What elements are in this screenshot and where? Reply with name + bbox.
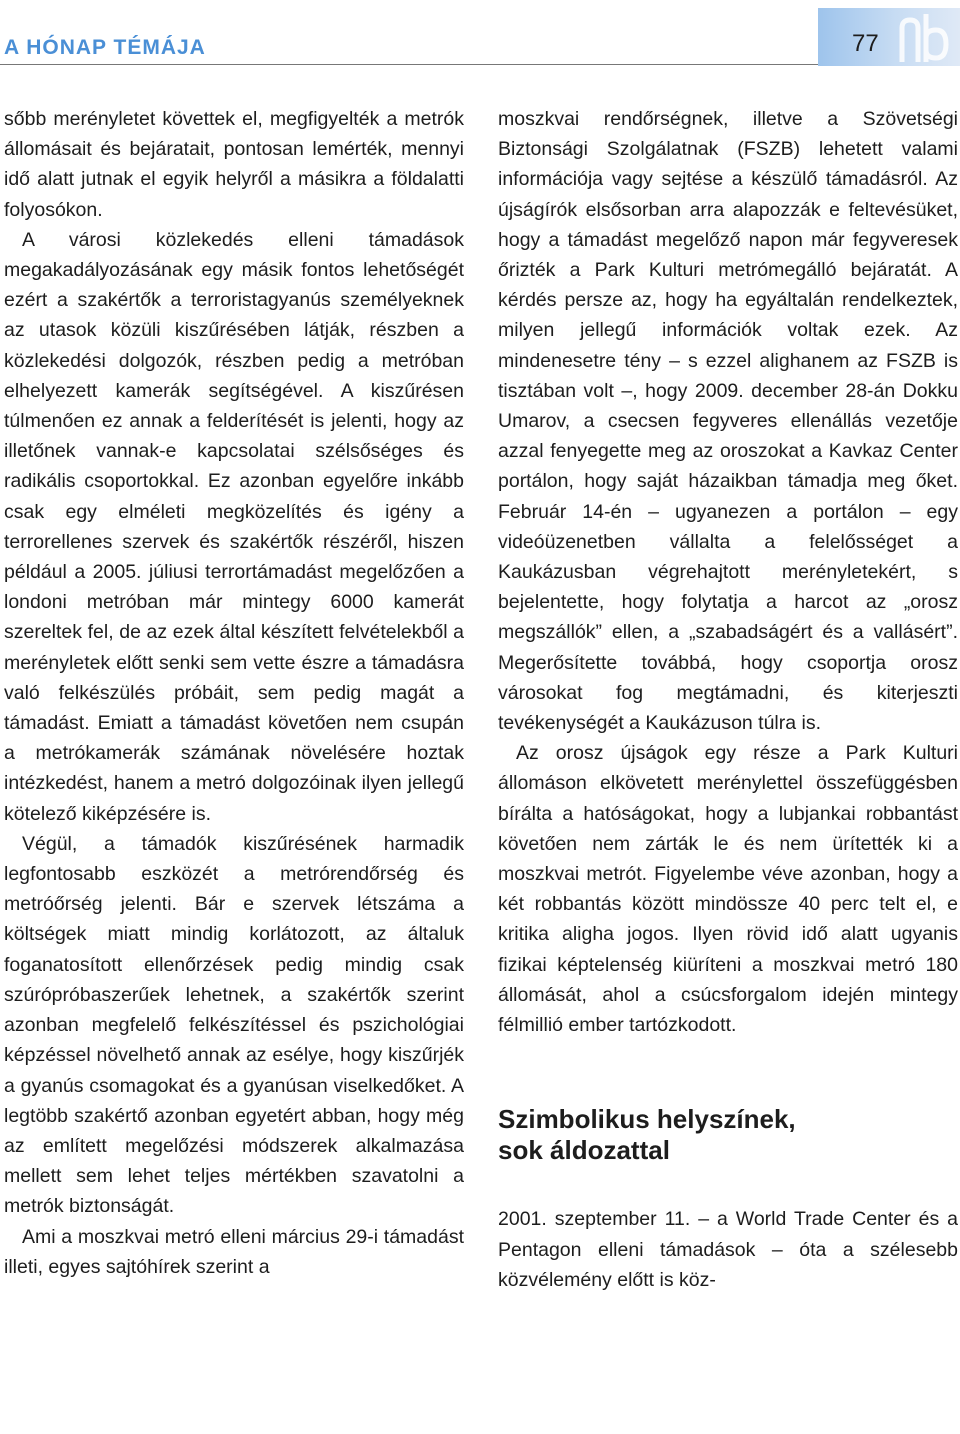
nb-logo-icon: [896, 12, 958, 64]
section-label: A HÓNAP TÉMÁJA: [4, 36, 206, 59]
paragraph: Ami a moszkvai metró elleni március 29-i támadást illeti, egyes sajtóhírek szerint a: [4, 1225, 464, 1278]
section-subheading: [498, 1104, 958, 1166]
subheading-line: sok áldozattal: [498, 1135, 670, 1166]
header-rule: [0, 64, 818, 65]
left-column: [4, 104, 464, 1282]
right-column: [498, 104, 958, 1295]
paragraph: moszkvai rendőrségnek, illetve a Szövetségi Biztonsági Szolgálatnak (FSZB) lehetett valami információja vagy sejtése a készülő támadásról. Az újságírók elsősorban arra alapozzák e feltevésüket, hogy a támadást megelőző napon már fegyveresek őrizték a Park Kulturi metrómegálló bejáratát. A kérdés persze az, hogy ha egyáltalán rendelkeztek, milyen jellegű információk voltak ezek. Az mindenesetre tény – s ezzel alighanem az FSZB is tisztában volt –, hogy 2009. december 28-án Dokku Umarov, a csecsen fegyveres ellenállás vezetője azzal fenyegette meg az oroszokat a Kavkaz Center portálon, hogy saját házaikban támadja meg őket. Február 14-én – ugyanezen a portálon – egy videóüzenetben vállalta a felelősséget a Kaukázusban végrehajtott merényletekért, s bejelentette, hogy folytatja a harcot az „orosz megszállók” ellen, a „szabadságért és a vallásért”. Megerősítette továbbá, hogy csoportja orosz városokat fog megtámadni, és kiterjeszti tevékenységét a Kaukázuson túlra is.: [498, 108, 958, 735]
subheading-line: Szimbolikus helyszínek,: [498, 1104, 796, 1135]
paragraph: A városi közlekedés elleni támadások megakadályozásának egy másik fontos lehetőségét ezért a szakértők a terroristagyanús személyeknek az utasok közüli kiszűrésében látják, részben a közlekedési dolgozók, részben pedig a metróban elhelyezett kamerák segítségével. A kiszűrésen túlmenően ez annak a felderítését is jelenti, hogy az illetőnek vannak-e kapcsolatai szélsőséges és radikális csoportokkal. Ez azonban egyelőre inkább csak egy elméleti megközelítés és igény a terrorellenes szervek és szakértők részéről, hiszen például a 2005. júliusi terrortámadást megelőzően a londoni metróban már mintegy 6000 kamerát szereltek fel, de az ezek által készített felvételekből a merényletek előtt senki sem vette észre a támadásra való felkészülés próbáit, sem pedig magát a támadást. Emiatt a támadást követően nem csupán a metrókamerák számának növelésére hoztak intézkedést, hanem a metró dolgozóinak ilyen jellegű kötelező kiképzésére is.: [4, 228, 464, 825]
paragraph: 2001. szeptember 11. – a World Trade Center és a Pentagon elleni támadások – óta a szélesebb közvélemény előtt is köz-: [498, 1208, 958, 1291]
paragraph: sőbb merényletet követtek el, megfigyelték a metrók állomásait és bejáratait, pontosan lemérték, mennyi idő alatt jutnak el egyik helyről a másikra a földalatti folyosókon.: [4, 108, 464, 221]
paragraph: Az orosz újságok egy része a Park Kulturi állomáson elkövetett merénylettel összefüggésben bírálta a hatóságokat, hogy a lubjankai robbantást követően nem zárták le és nem ürítették ki a moszkvai metrót. Figyelembe véve azonban, hogy a két robbantás között mindössze 40 perc telt el, e kritika aligha jogos. Ilyen rövid idő alatt ugyanis fizikai képtelenség kiüríteni a moszkvai metró 180 állomását, ahol a csúcsforgalom idején mintegy félmillió ember tartózkodott.: [498, 742, 958, 1037]
page-number: 77: [852, 30, 879, 57]
paragraph: Végül, a támadók kiszűrésének harmadik legfontosabb eszközét a metrórendőrség és metróőrség jelenti. Bár e szervek létszáma a költségek miatt mindig korlátozott, az általuk foganatosított ellenőrzések pedig mindig csak szúrópróbaszerűek lehetnek, a szakértők szerint azonban megfelelő felkészítéssel és pszichológiai képzéssel növelhető annak az esélye, hogy kiszűrjék a gyanús csomagokat és a gyanúsan viselkedőket. A legtöbb szakértő azonban egyetért abban, hogy még az említett megelőzési módszerek alkalmazása mellett sem lehet teljes mértékben szavatolni a metrók biztonságát.: [4, 832, 464, 1218]
page-header: [0, 0, 960, 70]
page-number-box: [818, 8, 960, 66]
